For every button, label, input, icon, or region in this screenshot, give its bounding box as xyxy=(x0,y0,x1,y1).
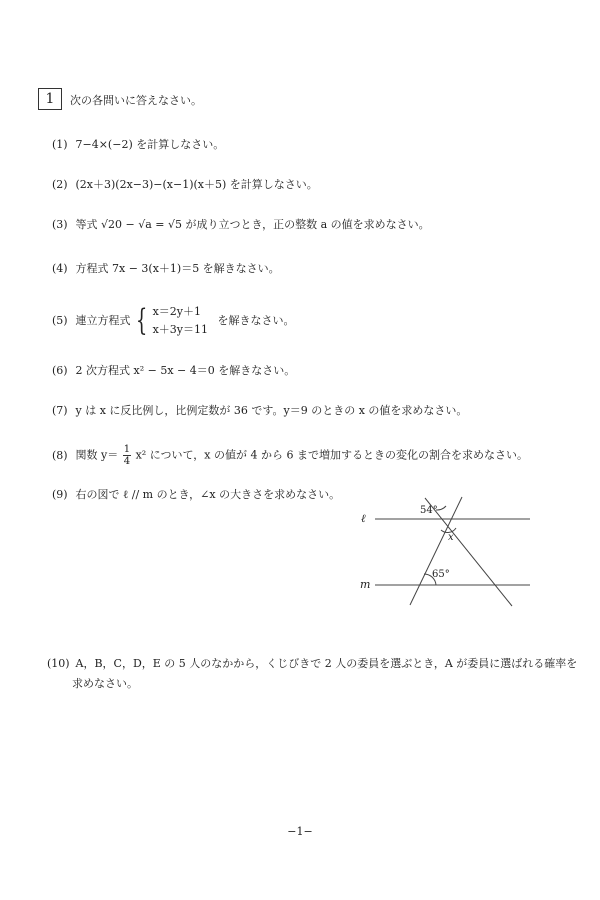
fraction-numerator: 1 xyxy=(123,444,131,455)
question-text-pre: 関数 y＝ xyxy=(75,448,119,462)
question-text-line1: A，B，C，D，E の 5 人のなかから，くじびきで 2 人の委員を選ぶとき，A が委員に選ばれる確率を xyxy=(75,657,578,670)
label-angle-65: 65° xyxy=(432,569,450,580)
section-number-box: 1 xyxy=(38,88,62,110)
fraction-denominator: 4 xyxy=(123,456,131,467)
equation-1: x＝2y＋1 xyxy=(152,305,202,318)
question-number: (9) xyxy=(52,488,68,501)
question-text-post: が成り立つとき，正の整数 a の値を求めなさい。 xyxy=(185,218,430,231)
question-10-line2: 求めなさい。 xyxy=(72,677,138,690)
radical-expression: √20 − √a = √5 xyxy=(101,218,183,231)
question-number: (8) xyxy=(52,448,68,462)
label-angle-54: 54° xyxy=(420,505,438,516)
label-m: m xyxy=(360,578,371,591)
question-number: (2) xyxy=(52,178,68,191)
question-number: (6) xyxy=(52,364,68,377)
question-text: 2 次方程式 x² − 5x − 4＝0 を解きなさい。 xyxy=(75,364,296,377)
equation-2: x＋3y＝11 xyxy=(152,323,209,336)
question-text: 方程式 7x − 3(x＋1)＝5 を解きなさい。 xyxy=(75,262,280,275)
label-angle-x: x xyxy=(448,532,454,543)
question-text-post: を解きなさい。 xyxy=(217,314,295,327)
brace-symbol: { xyxy=(135,303,148,338)
question-text: y は x に反比例し，比例定数が 36 です。y＝9 のときの x の値を求めなさい。 xyxy=(75,404,468,417)
question-text: 7−4×(−2) を計算しなさい。 xyxy=(75,138,225,151)
question-text: (2x＋3)(2x−3)−(x−1)(x＋5) を計算しなさい。 xyxy=(75,178,318,191)
question-10 xyxy=(47,657,577,671)
question-text: 右の図で ℓ // m のとき，∠x の大きさを求めなさい。 xyxy=(75,488,341,501)
question-number: (10) xyxy=(47,657,70,670)
question-text-post: x² について，x の値が 4 から 6 まで増加するときの変化の割合を求めなさい。 xyxy=(135,448,528,462)
transversal-2 xyxy=(425,498,512,606)
question-number: (1) xyxy=(52,138,68,151)
section-instruction: 次の各問いに答えなさい。 xyxy=(70,94,202,107)
label-l: ℓ xyxy=(361,512,366,525)
question-number: (3) xyxy=(52,218,68,231)
question-number: (7) xyxy=(52,404,68,417)
page-number: −1− xyxy=(287,825,313,838)
question-number: (5) xyxy=(52,314,68,327)
question-text-pre: 等式 xyxy=(75,218,101,231)
question-text-pre: 連立方程式 xyxy=(75,314,131,327)
question-number: (4) xyxy=(52,262,68,275)
